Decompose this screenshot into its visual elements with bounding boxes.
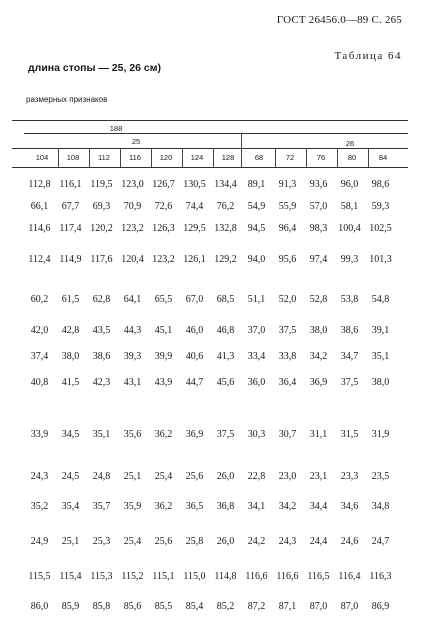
table-cell: 85,5	[154, 601, 173, 612]
table-cell: 39,3	[123, 351, 142, 362]
table-cell: 25,1	[123, 471, 142, 482]
table-row	[24, 280, 396, 320]
table-cell: 67,7	[61, 201, 80, 212]
table-cell: 100,4	[338, 223, 361, 234]
table-cell: 31,1	[309, 429, 328, 440]
table-cell: 85,8	[92, 601, 111, 612]
table-row	[24, 342, 396, 372]
table-cell: 115,2	[121, 571, 144, 582]
group-header-25: 25	[131, 137, 141, 146]
table-cell: 62,8	[92, 294, 111, 305]
table-cell: 25,6	[185, 471, 204, 482]
table-cell: 35,6	[123, 429, 142, 440]
table-cell: 99,3	[340, 254, 359, 265]
table-cell: 24,3	[30, 471, 49, 482]
table-cell: 65,5	[154, 294, 173, 305]
col-header: 68	[254, 153, 264, 162]
table-cell: 34,5	[61, 429, 80, 440]
table-cell: 45,1	[154, 325, 173, 336]
header-rule-top	[12, 120, 408, 121]
table-cell: 119,5	[90, 179, 113, 190]
header-rule-group	[24, 133, 408, 134]
col-header: 112	[98, 153, 110, 162]
table-cell: 40,6	[185, 351, 204, 362]
table-cell: 23,5	[371, 471, 390, 482]
table-cell: 37,5	[216, 429, 235, 440]
table-cell: 57,0	[309, 201, 328, 212]
table-cell: 116,6	[245, 571, 268, 582]
table-cell: 38,6	[340, 325, 359, 336]
header-rule-cols	[12, 148, 408, 149]
table-cell: 22,8	[247, 471, 266, 482]
table-cell: 34,2	[278, 501, 297, 512]
table-cell: 24,8	[92, 471, 111, 482]
table-cell: 116,1	[59, 179, 82, 190]
table-cell: 39,9	[154, 351, 173, 362]
table-cell: 35,1	[371, 351, 390, 362]
table-cell: 87,0	[340, 601, 359, 612]
table-cell: 46,8	[216, 325, 235, 336]
table-cell: 38,0	[371, 377, 390, 388]
table-cell: 115,4	[59, 571, 82, 582]
table-cell: 85,9	[61, 601, 80, 612]
table-cell: 85,4	[185, 601, 204, 612]
table-cell: 129,2	[214, 254, 237, 265]
table-cell: 25,6	[154, 536, 173, 547]
running-head: ГОСТ 26456.0—89 С. 265	[276, 14, 402, 26]
col-header: 108	[66, 153, 80, 162]
table-cell: 39,1	[371, 325, 390, 336]
table-cell: 91,3	[278, 179, 297, 190]
table-cell: 40,8	[30, 377, 49, 388]
table-cell: 93,6	[309, 179, 328, 190]
table-cell: 126,7	[152, 179, 175, 190]
table-cell: 54,8	[371, 294, 390, 305]
table-row	[24, 174, 396, 196]
table-cell: 45,6	[216, 377, 235, 388]
table-row	[24, 218, 396, 240]
table-row	[24, 592, 396, 622]
table-cell: 85,6	[123, 601, 142, 612]
table-cell: 98,6	[371, 179, 390, 190]
col-header: 120	[159, 153, 173, 162]
group-header-188: 188	[109, 124, 123, 133]
table-number-label: Таблица 64	[334, 50, 402, 62]
table-row	[24, 522, 396, 562]
table-cell: 24,2	[247, 536, 266, 547]
table-cell: 123,2	[152, 254, 175, 265]
table-cell: 101,3	[369, 254, 392, 265]
table-cell: 24,5	[61, 471, 80, 482]
table-cell: 74,4	[185, 201, 204, 212]
table-cell: 114,8	[214, 571, 237, 582]
table-cell: 67,0	[185, 294, 204, 305]
table-cell: 102,5	[369, 223, 392, 234]
table-cell: 24,6	[340, 536, 359, 547]
table-cell: 120,4	[121, 254, 144, 265]
table-cell: 94,5	[247, 223, 266, 234]
table-cell: 130,5	[183, 179, 206, 190]
table-row	[24, 320, 396, 342]
table-cell: 23,0	[278, 471, 297, 482]
table-cell: 25,1	[61, 536, 80, 547]
table-cell: 37,5	[278, 325, 297, 336]
table-cell: 123,0	[121, 179, 144, 190]
table-cell: 115,3	[90, 571, 113, 582]
table-cell: 35,9	[123, 501, 142, 512]
group-header-26: 26	[345, 139, 355, 148]
table-caption: длина стопы — 25, 26 см)	[28, 62, 162, 74]
table-cell: 114,6	[28, 223, 51, 234]
table-cell: 117,6	[90, 254, 113, 265]
table-cell: 97,4	[309, 254, 328, 265]
table-cell: 87,0	[309, 601, 328, 612]
table-cell: 44,3	[123, 325, 142, 336]
table-cell: 34,7	[340, 351, 359, 362]
table-cell: 69,3	[92, 201, 111, 212]
table-cell: 64,1	[123, 294, 142, 305]
table-cell: 33,4	[247, 351, 266, 362]
table-cell: 70,9	[123, 201, 142, 212]
table-cell: 43,1	[123, 377, 142, 388]
table-row	[24, 240, 396, 280]
table-cell: 33,9	[30, 429, 49, 440]
table-cell: 86,0	[30, 601, 49, 612]
table-subheading: размерных признаков	[26, 95, 108, 104]
table-cell: 112,8	[28, 179, 51, 190]
table-cell: 25,8	[185, 536, 204, 547]
table-cell: 42,8	[61, 325, 80, 336]
table-cell: 117,4	[59, 223, 82, 234]
table-cell: 132,8	[214, 223, 237, 234]
table-cell: 38,0	[61, 351, 80, 362]
table-cell: 24,4	[309, 536, 328, 547]
table-cell: 41,3	[216, 351, 235, 362]
table-cell: 24,3	[278, 536, 297, 547]
table-cell: 43,5	[92, 325, 111, 336]
table-cell: 38,0	[309, 325, 328, 336]
col-header: 104	[35, 153, 49, 162]
table-cell: 46,0	[185, 325, 204, 336]
table-cell: 25,4	[154, 471, 173, 482]
table-cell: 66,1	[30, 201, 49, 212]
table-cell: 35,7	[92, 501, 111, 512]
table-cell: 43,9	[154, 377, 173, 388]
table-cell: 58,1	[340, 201, 359, 212]
table-cell: 59,3	[371, 201, 390, 212]
table-cell: 42,0	[30, 325, 49, 336]
table-cell: 94,0	[247, 254, 266, 265]
table-cell: 24,7	[371, 536, 390, 547]
table-cell: 31,9	[371, 429, 390, 440]
table-cell: 126,1	[183, 254, 206, 265]
table-cell: 87,2	[247, 601, 266, 612]
table-cell: 35,2	[30, 501, 49, 512]
table-cell: 36,9	[185, 429, 204, 440]
table-cell: 55,9	[278, 201, 297, 212]
table-cell: 34,4	[309, 501, 328, 512]
col-header: 76	[316, 153, 326, 162]
table-cell: 98,3	[309, 223, 328, 234]
table-cell: 115,0	[183, 571, 206, 582]
table-cell: 53,8	[340, 294, 359, 305]
table-cell: 37,5	[340, 377, 359, 388]
table-cell: 34,2	[309, 351, 328, 362]
table-cell: 52,0	[278, 294, 297, 305]
table-cell: 116,3	[369, 571, 392, 582]
table-cell: 36,5	[185, 501, 204, 512]
table-row	[24, 196, 396, 218]
table-cell: 23,3	[340, 471, 359, 482]
table-cell: 36,0	[247, 377, 266, 388]
table-cell: 89,1	[247, 179, 266, 190]
table-cell: 86,9	[371, 601, 390, 612]
table-cell: 37,4	[30, 351, 49, 362]
table-row	[24, 372, 396, 394]
table-cell: 30,3	[247, 429, 266, 440]
table-cell: 129,5	[183, 223, 206, 234]
col-header: 128	[221, 153, 235, 162]
table-cell: 85,2	[216, 601, 235, 612]
table-row	[24, 562, 396, 592]
table-cell: 38,6	[92, 351, 111, 362]
table-cell: 35,1	[92, 429, 111, 440]
table-row	[24, 492, 396, 522]
table-row	[24, 394, 396, 462]
table-cell: 36,2	[154, 501, 173, 512]
table-cell: 33,8	[278, 351, 297, 362]
table-cell: 37,0	[247, 325, 266, 336]
table-cell: 54,9	[247, 201, 266, 212]
table-row	[24, 462, 396, 492]
table-cell: 36,2	[154, 429, 173, 440]
header-rule-bottom	[12, 167, 408, 168]
table-cell: 26,0	[216, 536, 235, 547]
table-cell: 68,5	[216, 294, 235, 305]
table-cell: 123,2	[121, 223, 144, 234]
table-cell: 126,3	[152, 223, 175, 234]
table-cell: 26,0	[216, 471, 235, 482]
table-cell: 36,8	[216, 501, 235, 512]
table-cell: 96,0	[340, 179, 359, 190]
col-header: 72	[285, 153, 295, 162]
table-cell: 76,2	[216, 201, 235, 212]
table-cell: 44,7	[185, 377, 204, 388]
table-cell: 95,6	[278, 254, 297, 265]
table-cell: 31,5	[340, 429, 359, 440]
col-header: 124	[190, 153, 204, 162]
table-cell: 34,6	[340, 501, 359, 512]
table-cell: 114,9	[59, 254, 82, 265]
table-cell: 61,5	[61, 294, 80, 305]
table-cell: 23,1	[309, 471, 328, 482]
table-cell: 30,7	[278, 429, 297, 440]
table-cell: 115,5	[28, 571, 51, 582]
table-cell: 36,4	[278, 377, 297, 388]
table-cell: 36,9	[309, 377, 328, 388]
table-cell: 120,2	[90, 223, 113, 234]
table-cell: 34,8	[371, 501, 390, 512]
table-cell: 87,1	[278, 601, 297, 612]
table-cell: 134,4	[214, 179, 237, 190]
table-cell: 25,3	[92, 536, 111, 547]
table-cell: 41,5	[61, 377, 80, 388]
col-header: 80	[347, 153, 357, 162]
table-cell: 116,5	[307, 571, 330, 582]
table-cell: 25,4	[123, 536, 142, 547]
table-cell: 112,4	[28, 254, 51, 265]
table-cell: 35,4	[61, 501, 80, 512]
table-cell: 51,1	[247, 294, 266, 305]
table-cell: 42,3	[92, 377, 111, 388]
col-header: 116	[129, 153, 141, 162]
table-cell: 96,4	[278, 223, 297, 234]
table-cell: 60,2	[30, 294, 49, 305]
table-cell: 34,1	[247, 501, 266, 512]
table-cell: 115,1	[152, 571, 175, 582]
col-header: 84	[378, 153, 388, 162]
measurements-table	[24, 174, 396, 622]
table-cell: 24,9	[30, 536, 49, 547]
table-cell: 52,8	[309, 294, 328, 305]
table-cell: 72,6	[154, 201, 173, 212]
table-cell: 116,6	[276, 571, 299, 582]
table-cell: 116,4	[338, 571, 361, 582]
